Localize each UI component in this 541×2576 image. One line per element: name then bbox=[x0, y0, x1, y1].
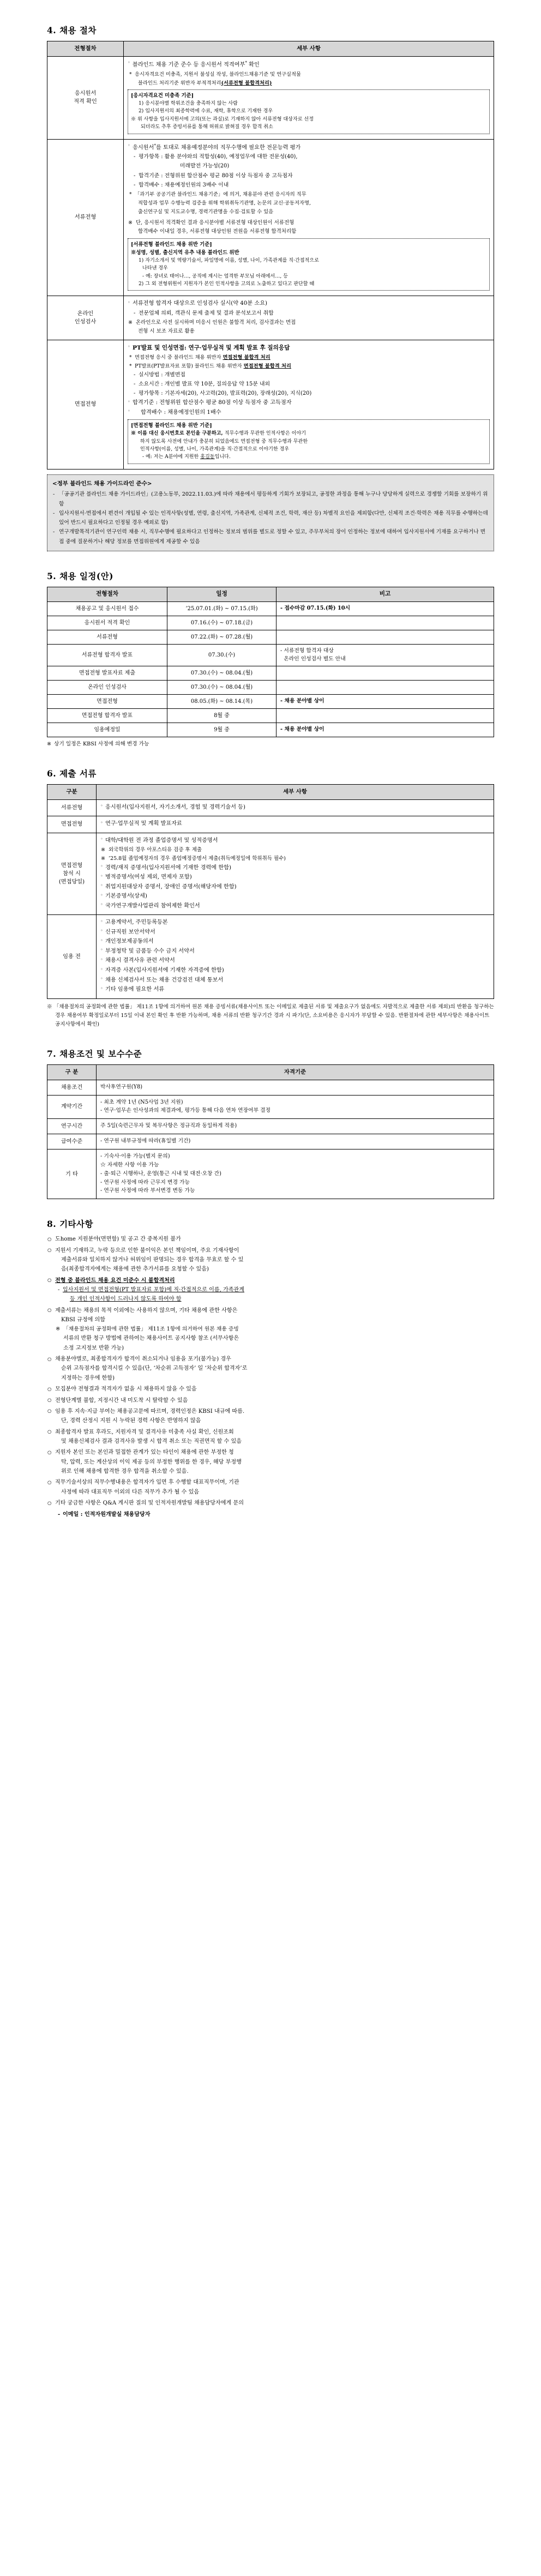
detail-line: ◦ 경력/재직 증명서(입사지원서에 기재한 경력에 한함) bbox=[100, 864, 490, 873]
detail-line: ◦ 응시원서*를 토대로 채용예정분야의 직무수행에 필요한 전문능력 평가 bbox=[128, 143, 490, 153]
detail-line: ◦ 고용계약서, 주민등록등본 bbox=[100, 918, 490, 928]
misc-item: ○ 도home 지원분야(면면함) 및 공고 간 중복지원 불가 bbox=[47, 1235, 494, 1244]
misc-item: 및 채용신체검사 결과 검격사유 발생 시 합격 취소 또는 직권면직 할 수 있음 bbox=[61, 1438, 242, 1445]
condition-value: - 기숙사·이용 가능(별지 문의) ☆ 자세한 사항 이용 가능 - 출·퇴근 시행하나, 운영(통근 시내 및 대전·오창 간) - 연구원 사정에 따라 근무지 변경 가능 - 연구원 사정에 따라 부서변경 변동 가능 bbox=[97, 1149, 494, 1199]
col-header-date: 일정 bbox=[167, 587, 276, 601]
table-row bbox=[47, 56, 494, 139]
detail-line: ◦ 개인정보제공동의서 bbox=[100, 937, 490, 947]
schedule-step: 서류전형 합격자 발표 bbox=[47, 644, 167, 666]
section-5-title: 5. 채용 일정(안) bbox=[47, 570, 114, 581]
schedule-date: 07.30.(수) ~ 08.04.(월) bbox=[167, 666, 276, 681]
schedule-date: 9월 중 bbox=[167, 723, 276, 737]
schedule-step: 응시원서 적격 확인 bbox=[47, 616, 167, 630]
procedure-step-detail bbox=[124, 56, 494, 139]
detail-line: ◦ 블라인드 채용 기준 준수 등 응시원서 적격여부* 확인 bbox=[128, 60, 490, 70]
misc-item: 소정 고지정보 반환 가능) bbox=[63, 1345, 124, 1351]
detail-line: 합격배수 이내일 경우, 서류전형 대상인원 전원을 서류전형 합격처리함 bbox=[138, 228, 297, 235]
condition-value: 박사후연구원(Y8) bbox=[97, 1080, 494, 1095]
schedule-step: 면접전형 bbox=[47, 695, 167, 709]
box-title: [서류전형 블라인드 채용 위반 기준] bbox=[131, 241, 212, 248]
misc-item: ○ 제출서류는 채용의 목적 이외에는 사용하지 않으며, 기타 채용에 관한 사항은 bbox=[47, 1306, 494, 1315]
blind-hiring-guideline-box bbox=[47, 474, 494, 551]
detail-line: 미래발전 가능성(20) bbox=[180, 163, 230, 170]
misc-contact-item: - 이메일 : 인적자원개발실 채용담당자 bbox=[47, 1510, 494, 1519]
misc-item: ※ 「채용절차의 공정화에 관한 법률」 제11조 1항에 의거하여 원본 채용 증빙 bbox=[47, 1325, 494, 1334]
recruitment-procedure-table bbox=[47, 41, 494, 470]
misc-item: 지정하는 경우에 한함) bbox=[61, 1375, 115, 1381]
schedule-remark: - 접수마감 07.15.(화) 10시 bbox=[276, 601, 494, 616]
box-line: 하지 않도록 사전에 안내가 충분히 되었음에도 면접전형 중 직무수행과 무관한 bbox=[140, 438, 308, 444]
detail-line: - 합격기준 : 전형위원 합산점수 평균 80점 이상 득점자 중 고득점자 bbox=[128, 172, 490, 180]
condition-category: 연구시간 bbox=[47, 1119, 97, 1134]
section-8-title: 8. 기타사항 bbox=[47, 1219, 93, 1230]
misc-item: 단, 경력 산정시 지원 시 누락된 경력 사항은 반영하지 않음 bbox=[61, 1418, 201, 1424]
detail-line: - 평가항목 : 기본자세(20), 사고력(20), 발표력(20), 장래성(20), 지식(20) bbox=[128, 389, 490, 398]
misc-item: ○ 지원자 본인 또는 본인과 밀접한 관계가 있는 타인이 채용에 관한 부정한 청 bbox=[47, 1448, 494, 1457]
condition-category: 채용조건 bbox=[47, 1080, 97, 1095]
schedule-remark bbox=[276, 630, 494, 644]
procedure-step-detail bbox=[124, 139, 494, 296]
misc-item: - 입사지원서 및 면접전형(PT 발표자료 포함)에 직·간접적으로 이름, 가족관계 bbox=[47, 1285, 494, 1295]
schedule-remark bbox=[276, 709, 494, 723]
col-header-detail: 세부 사항 bbox=[124, 41, 494, 57]
box-title: [면접전형 블라인드 채용 위반 기준] bbox=[131, 423, 212, 429]
col-header-category: 구분 bbox=[47, 784, 97, 799]
condition-category: 기 타 bbox=[47, 1149, 97, 1199]
table-row bbox=[47, 616, 494, 630]
detail-line: * 「과기부 공공기관 블라인드 채용기준」에 의거, 채용분야 관련 응시자의 직무 bbox=[128, 190, 490, 198]
detail-line: ※ 온라인으로 사전 실시하며 미응시 인원은 불합격 처리, 검사결과는 면접 bbox=[128, 318, 490, 327]
detail-line: ◦ 연구·업무실적 및 계획 발표자료 bbox=[100, 820, 490, 829]
condition-value: - 연구원 내부규정에 따라(휴일별 기간) bbox=[97, 1134, 494, 1149]
document-detail bbox=[97, 915, 494, 998]
col-header-step: 전형절차 bbox=[47, 41, 124, 57]
detail-line: * 면접전형 응시 중 블라인드 채용 위반자 면접전형 불합격 처리 bbox=[128, 353, 490, 362]
guideline-item: - 입사지원서·면접에서 편견이 개입될 수 있는 인적사항(성별, 연령, 출신지역, 가족관계, 신체적 조건, 학력, 재산 등) 차별적 요인을 제외함(다만, 신체적 조건·학력은 채용 직무를 수행하는데 있어 반드시 필요하다고 인정될 경우 예외로 함) bbox=[52, 509, 489, 528]
detail-line: - 평가항목 : 활용 분야와의 적합성(40), 예정업무에 대한 전문성(40), bbox=[128, 153, 490, 161]
guideline-item: - 「공공기관 블라인드 채용 가이드라인」(고용노동부, 2022.11.03.)에 따라 채용에서 평등하게 기회가 보장되고, 공정한 과정을 통해 누구나 당당하게 실력으로 경쟁할 기회를 보장하기 위함 bbox=[52, 490, 489, 509]
table-row bbox=[47, 139, 494, 296]
col-header-step: 전형절차 bbox=[47, 587, 167, 601]
col-header-criteria: 자격기준 bbox=[97, 1064, 494, 1080]
detail-line: ◦ 취업지원대상자 증명서, 장애인 증명서(해당자에 한함) bbox=[100, 883, 490, 892]
procedure-step-label: 온라인 인성검사 bbox=[47, 296, 124, 340]
table-row bbox=[47, 296, 494, 340]
detail-line: * 응시자격요건 미충족, 지원서 불성실 작성, 블라인드채용기준 및 연구실적물 bbox=[128, 70, 490, 79]
misc-notes-list bbox=[47, 1235, 494, 1519]
schedule-date: 07.22.(화) ~ 07.28.(월) bbox=[167, 630, 276, 644]
detail-line: ◦ 채용시 결격사유 관련 서약서 bbox=[100, 956, 490, 966]
table-header-row bbox=[47, 784, 494, 799]
schedule-remark: - 채용 분야별 상이 bbox=[276, 695, 494, 709]
section-7-title: 7. 채용조건 및 보수수준 bbox=[47, 1048, 142, 1059]
box-line: 2) 입사지원서의 최종학력에 수료, 재학, 휴학으로 기재한 경우 bbox=[139, 109, 273, 115]
schedule-remark bbox=[276, 681, 494, 695]
detail-line: ◦ 부정청탁 및 금품등 수수 금지 서약서 bbox=[100, 947, 490, 956]
table-row bbox=[47, 644, 494, 666]
table-row bbox=[47, 681, 494, 695]
misc-item: ○ 최종합격자 발표 후라도, 지원자격 및 결격사유 미충족 사실 확인, 신원조회 bbox=[47, 1428, 494, 1437]
guideline-title: <정부 블라인드 채용 가이드라인 준수> bbox=[52, 480, 152, 487]
detail-line: * PT발표(PT발표자료 포함) 블라인드 채용 위반자 면접전형 불합격 처리 bbox=[128, 362, 490, 370]
detail-line: - 소요시간 : 개인별 발표 약 10분, 질의응답 약 15분 내외 bbox=[128, 380, 490, 389]
table-row bbox=[47, 340, 494, 469]
table-row bbox=[47, 666, 494, 681]
table-header-row bbox=[47, 41, 494, 57]
table-row bbox=[47, 1134, 494, 1149]
schedule-step: 서류전형 bbox=[47, 630, 167, 644]
misc-item: ○ 전형단계별 불합, 지정시간 내 미도착 시 탈락할 수 있음 bbox=[47, 1396, 494, 1405]
document-category: 면접전형 bbox=[47, 816, 97, 833]
box-line: 2) 그 외 전형위원이 지원자가 본인 인적사항을 고의로 노출하고 있다고 판단할 때 bbox=[139, 281, 315, 287]
box-line: - 예: 장녀로 태어나…, 공직에 계시는 엄격한 부모님 아래에서…, 등 bbox=[142, 273, 288, 279]
box-line: 되더라도 추후 증빙서류를 통해 허위로 밝혀질 경우 합격 취소 bbox=[141, 124, 273, 130]
condition-value: - 최초 계약 1년 (N5사업 3년 지원) - 연구·업무손 인사성과의 제결과에, 평가등 통해 다음 연차 연장여부 결정 bbox=[97, 1095, 494, 1119]
document-detail bbox=[97, 799, 494, 816]
misc-item: 서류의 반환 청구 방법에 관하여는 채용사이트 공지사항 참조 (서무사항은 bbox=[63, 1335, 239, 1342]
schedule-remark: - 채용 분야별 상이 bbox=[276, 723, 494, 737]
schedule-step: 면접전형 발표자료 제출 bbox=[47, 666, 167, 681]
misc-item: ○ 직무기술서상의 직무수행내용은 합격자가 입면 후 수행할 대표직무이며, 기관 bbox=[47, 1478, 494, 1487]
misc-item: 음(최종합격자에게는 채용에 관한 추가서류를 요청할 수 있음) bbox=[61, 1266, 209, 1273]
detail-line: ※ 단, 응시원서 적격확인 결과 응시분야별 서류전형 대상인원이 서류전형 bbox=[128, 219, 490, 227]
misc-item: ○ 지원서 기재하고, 누락 등으로 인한 불이익은 본인 책임이며, 주요 기재사항이 bbox=[47, 1246, 494, 1255]
misc-item-highlight: ○ 전형 중 블라인드 채용 요건 미준수 시 불합격처리 bbox=[47, 1276, 494, 1285]
col-header-remark: 비고 bbox=[276, 587, 494, 601]
detail-line: 블라인드 처리기준 위반자 부적격처리(서류전형 불합격처리) bbox=[138, 80, 272, 86]
criteria-box bbox=[128, 238, 490, 291]
table-row bbox=[47, 709, 494, 723]
procedure-step-detail bbox=[124, 296, 494, 340]
schedule-date: 07.16.(수) ~ 07.18.(금) bbox=[167, 616, 276, 630]
box-title: [응시자격요건 미충족 기준] bbox=[131, 92, 194, 99]
detail-line: ◦ 국가연구개발사업관리 참여제한 확인서 bbox=[100, 902, 490, 911]
detail-line: ◦ 기타 임용에 필요한 서류 bbox=[100, 985, 490, 995]
table-row bbox=[47, 816, 494, 833]
documents-note-text: 「채용절차의 공정화에 관한 법률」 제11조 1항에 의거하여 원본 채용 증빙서류(채용사이트 또는 이메일로 제출된 서류 및 제출요구가 없음에도 자발적으로 제출한 서류 제외)의 반환을 청구하는 경우 채용여부 확정일로부터 15일 이내 본인 확인 후 반환 가능하며, 채용 서류의 반환 청구기간 경과 시 파기(단, 소요비용은 응시자가 부담할 수 있음. 반환절차에 관한 세부사항은 채용사이트 공지사항에서 확인) bbox=[53, 1003, 494, 1027]
table-header-row bbox=[47, 587, 494, 601]
document-category: 임용 전 bbox=[47, 915, 97, 998]
table-row bbox=[47, 601, 494, 616]
misc-item: ○ 기타 궁금한 사항은 Q&A 게시판 질의 및 인적자원개발팀 채용담당자에게 문의 bbox=[47, 1498, 494, 1508]
table-row bbox=[47, 1095, 494, 1119]
detail-line: ◦ 대학/대학원 전 과정 졸업증명서 및 성적증명서 bbox=[100, 836, 490, 846]
section-4-title: 4. 채용 절차 bbox=[47, 25, 97, 35]
misc-item: 순위 고득점자를 합격시킬 수 있음(단, ‘차순위 고득점자’ 일 ‘차순위 합격자’로 bbox=[61, 1365, 248, 1372]
recruitment-schedule-table bbox=[47, 587, 494, 737]
condition-category: 급여수준 bbox=[47, 1134, 97, 1149]
criteria-box bbox=[128, 89, 490, 134]
misc-item: 등 개인 인적사항이 드러나지 않도록 하여야 함 bbox=[70, 1296, 182, 1303]
schedule-date: 07.30.(수) ~ 08.04.(월) bbox=[167, 681, 276, 695]
guideline-item: - 연구개발목적기관이 연구인력 채용 시, 직무수행에 필요하다고 인정하는 정보의 범위를 별도로 정할 수 있고, 주무부처의 장이 인정하는 정보에 대하여 입사지원서에 기재를 요구하거나 면접 중에 질문하거나 해당 정보를 면접위원에게 제공할 수 있음 bbox=[52, 527, 489, 546]
condition-category: 계약기간 bbox=[47, 1095, 97, 1119]
misc-item: ○ 임용 후 지속·지급 부여는 채용공고문에 따르며, 경력인정은 KBSI 내규에 따름. bbox=[47, 1407, 494, 1416]
table-row bbox=[47, 833, 494, 915]
required-documents-table bbox=[47, 784, 494, 999]
detail-line: ◦ 신규직원 보안서약서 bbox=[100, 928, 490, 937]
misc-item: 위로 인해 채용에 합격한 경우 합격을 취소할 수 있음. bbox=[61, 1468, 189, 1475]
box-line: 인적사항(이름, 성별, 나이, 가족관계)을 직·간접적으로 이야기한 경우 bbox=[140, 447, 290, 453]
criteria-box bbox=[128, 419, 490, 464]
detail-line: - 전문업체 의뢰, 객관식 문제 출제 및 결과 분석보고서 취합 bbox=[128, 309, 490, 318]
table-row bbox=[47, 799, 494, 816]
box-line: 1) 응시분야별 학위조건을 충족하지 않는 사람 bbox=[139, 101, 238, 107]
detail-line: ※ 외국학위의 경우 아포스티유 검증 후 제출 bbox=[100, 846, 490, 854]
procedure-step-label: 서류전형 bbox=[47, 139, 124, 296]
schedule-date: 08.05.(화) ~ 08.14.(목) bbox=[167, 695, 276, 709]
documents-note: ※ 「채용절차의 공정화에 관한 법률」 제11조 1항에 의거하여 원본 채용 증빙서류(채용사이트 또는 이메일로 제출된 서류 및 제출요구가 없음에도 자발적으로 제출한 서류 제외)의 반환을 청구하는 경우 채용여부 확정일로부터 15일 이내 본인 확인 후 반환 가능하며, 채용 서류의 반환 청구기간 경과 시 파기(단, 소요비용은 응시자가 부담할 수 있음. 반환절차에 관한 세부사항은 채용사이트 공지사항에서 확인) bbox=[47, 1003, 494, 1027]
detail-line: ◦ 자격증 사본(입사지원서에 기재한 자격증에 한함) bbox=[100, 966, 490, 976]
document-category: 서류전형 bbox=[47, 799, 97, 816]
misc-item: ○ 채용분야별로, 최종합격자가 합격이 취소되거나 임용을 포기(불가능) 경우 bbox=[47, 1355, 494, 1364]
box-subtitle: ※성명, 성별, 출신지역 유추 내용 블라인드 위반 bbox=[131, 249, 239, 256]
detail-line: 전형 시 보조 자료로 활용 bbox=[138, 328, 195, 335]
detail-line: - 합격배수 : 채용예정인원의 3배수 이내 bbox=[128, 181, 490, 190]
box-line: 1) 자기소개서 및 역량기술서, 파일명에 이름, 성별, 나이, 가족관계를 직·간접적으로 bbox=[139, 257, 319, 263]
table-row bbox=[47, 1080, 494, 1095]
box-line: - 예: 저는 A분야에 지원한 홍길동입니다. bbox=[142, 454, 231, 460]
schedule-note: ※ 상기 일정은 KBSI 사정에 의해 변경 가능 bbox=[47, 740, 494, 749]
schedule-step: 채용공고 및 응시원서 접수 bbox=[47, 601, 167, 616]
employment-conditions-table bbox=[47, 1064, 494, 1199]
col-header-detail: 세부 사항 bbox=[97, 784, 494, 799]
table-row bbox=[47, 630, 494, 644]
condition-value: 주 5일(숙련근무자 및 복무사항은 정규직과 동일하게 적용) bbox=[97, 1119, 494, 1134]
detail-line: ◦ 기본증명서(상세) bbox=[100, 892, 490, 901]
detail-line: ◦ 서류전형 합격자 대상으로 인성검사 실시(약 40분 소요) bbox=[128, 299, 490, 309]
table-row bbox=[47, 1149, 494, 1199]
misc-item: KBSI 규정에 의함 bbox=[61, 1317, 106, 1323]
section-6-title: 6. 제출 서류 bbox=[47, 768, 97, 779]
misc-item: ○ 모집분야 전형결과 적격자가 없을 시 채용하지 않을 수 있음 bbox=[47, 1385, 494, 1394]
detail-line: ◦ PT발표 및 인성면접: 연구·업무실적 및 계획 발표 후 질의응답 bbox=[128, 344, 490, 353]
detail-line: ※ ’25.8월 졸업예정자의 경우 졸업예정증명서 제출(취득예정일에 학위취득 필수) bbox=[100, 854, 490, 863]
detail-line: ◦ 채용 신체검사서 또는 채용 건강검진 대체 통보서 bbox=[100, 976, 490, 985]
misc-item: 제출서류와 일치하지 않거나 허위임이 판명되는 경우 합격을 무효로 할 수 있 bbox=[61, 1257, 244, 1263]
detail-line: ◦ 합격배수 : 채용예정인원의 1배수 bbox=[128, 408, 490, 418]
box-line: ※ 이름 대신 응시번호로 본인을 구분하고, 직무수행과 무관한 인적사항은 이야기 bbox=[131, 430, 306, 437]
table-row bbox=[47, 695, 494, 709]
table-header-row bbox=[47, 1064, 494, 1080]
procedure-step-detail bbox=[124, 340, 494, 469]
document-detail bbox=[97, 833, 494, 915]
procedure-step-label: 응시원서 적격 확인 bbox=[47, 56, 124, 139]
table-row bbox=[47, 1119, 494, 1134]
box-line: ※ 위 사항을 입사지원서에 고의(또는 과실)로 기재하지 않아 서류전형 대상자로 선정 bbox=[131, 116, 314, 122]
schedule-date: 07.30.(수) bbox=[167, 644, 276, 666]
misc-item: 사정에 따라 대표직무 이외의 다른 직무가 추가 될 수 있음 bbox=[61, 1489, 200, 1495]
misc-item: 탁, 압력, 또는 계산상의 이익 제공 등의 부정한 행위를 한 경우, 해당 부정행 bbox=[61, 1459, 242, 1465]
schedule-remark: - 서류전형 합격자 대상 온라인 인성검사 별도 안내 bbox=[276, 644, 494, 666]
detail-line: 출신연구실 및 지도교수명, 경력기관명을 수집·검토할 수 있음 bbox=[138, 208, 274, 215]
schedule-remark bbox=[276, 666, 494, 681]
schedule-date: ’25.07.01.(화) ~ 07.15.(화) bbox=[167, 601, 276, 616]
detail-line: - 실시방법 : 개별면접 bbox=[128, 371, 490, 380]
detail-line: ◦ 응시원서(입사지원서, 자기소개서, 경험 및 경력기술서 등) bbox=[100, 803, 490, 812]
table-row bbox=[47, 723, 494, 737]
document-category: 면접전형 참석 시 (면접당일) bbox=[47, 833, 97, 915]
procedure-step-label: 면접전형 bbox=[47, 340, 124, 469]
box-line: 나타낸 경우 bbox=[142, 266, 168, 272]
schedule-step: 면접전형 합격자 발표 bbox=[47, 709, 167, 723]
schedule-date: 8월 중 bbox=[167, 709, 276, 723]
detail-line: ◦ 합격기준 : 전형위원 합산점수 평균 80점 이상 득점자 중 고득점자 bbox=[128, 399, 490, 408]
detail-line: 적합성과 업무 수행능력 검증을 위해 학위취득기관명, 논문의 교신·공동저자명, bbox=[138, 200, 311, 206]
detail-line: ◦ 병적증명서(여성 제외, 면제자 포함) bbox=[100, 873, 490, 882]
table-row bbox=[47, 915, 494, 998]
schedule-step: 임용예정일 bbox=[47, 723, 167, 737]
document-detail bbox=[97, 816, 494, 833]
schedule-step: 온라인 인성검사 bbox=[47, 681, 167, 695]
schedule-remark bbox=[276, 616, 494, 630]
col-header-category: 구 분 bbox=[47, 1064, 97, 1080]
